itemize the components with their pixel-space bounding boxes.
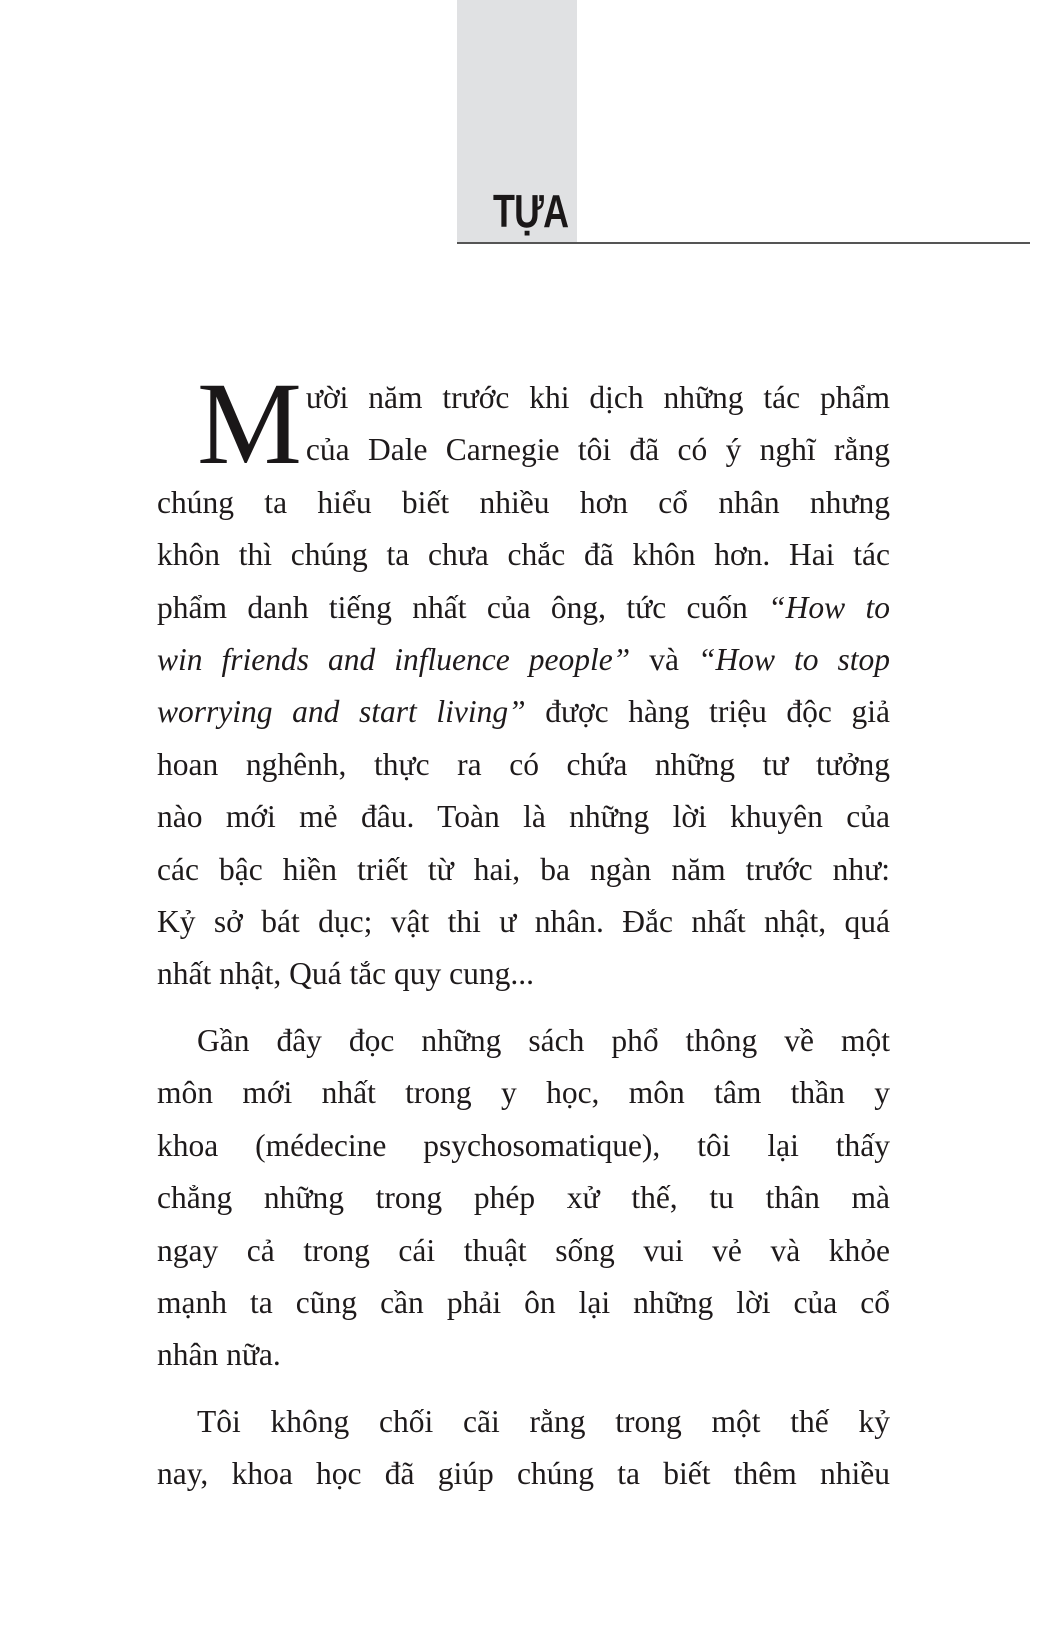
text-line: nào mới mẻ đâu. Toàn là những lời khuyên của: [157, 799, 890, 835]
book-title-italic: win friends and influence people”: [157, 642, 631, 678]
text-line: các bậc hiền triết từ hai, ba ngàn năm trước như:: [157, 851, 890, 887]
text-line: ngay cả trong cái thuật sống vui vẻ và khỏe: [157, 1232, 890, 1268]
drop-cap: M: [197, 358, 302, 489]
text-line: [157, 634, 890, 686]
body-text: [157, 358, 891, 1501]
text-line: Kỷ sở bát dục; vật thi ư nhân. Đắc nhất nhật, quá: [157, 904, 890, 940]
text-span: được hàng triệu độc giả: [525, 694, 890, 730]
text-span: phẩm danh tiếng nhất của ông, tức cuốn: [157, 589, 769, 625]
text-line: nay, khoa học đã giúp chúng ta biết thêm nhiều: [157, 1456, 890, 1492]
book-title-italic: worrying and start living”: [157, 694, 526, 730]
text-line: Gần đây đọc những sách phổ thông về một: [197, 1022, 890, 1058]
text-line: chúng ta hiểu biết nhiều hơn cổ nhân nhưng: [157, 484, 890, 520]
text-line: khôn thì chúng ta chưa chắc đã khôn hơn. Hai tác: [157, 537, 890, 573]
text-line: nhất nhật, Quá tắc quy cung...: [157, 956, 535, 992]
text-line: mạnh ta cũng cần phải ôn lại những lời của cổ: [157, 1284, 890, 1320]
text-line: ười năm trước khi dịch những tác phẩm: [305, 380, 890, 415]
paragraph-1: [157, 358, 891, 1001]
text-line: khoa (médecine psychosomatique), tôi lại thấy: [157, 1127, 890, 1163]
book-title-italic: “How to: [768, 589, 891, 625]
chapter-heading: TỰA: [493, 185, 569, 237]
book-title-italic: “How to stop: [697, 642, 890, 678]
text-line: môn mới nhất trong y học, môn tâm thần y: [157, 1075, 890, 1111]
text-line: [157, 582, 890, 634]
text-span: và: [630, 642, 698, 678]
paragraph-3: [157, 1396, 890, 1501]
text-line: [157, 686, 890, 738]
heading-underline-rule: [457, 242, 1030, 244]
paragraph-2: [157, 1015, 890, 1382]
text-line: chẳng những trong phép xử thế, tu thân mà: [157, 1180, 890, 1216]
text-line: Tôi không chối cãi rằng trong một thế kỷ: [197, 1403, 890, 1439]
text-line: nhân nữa.: [157, 1337, 281, 1373]
text-line: của Dale Carnegie tôi đã có ý nghĩ rằng: [305, 432, 890, 468]
text-line: hoan nghênh, thực ra có chứa những tư tưởng: [157, 746, 890, 782]
